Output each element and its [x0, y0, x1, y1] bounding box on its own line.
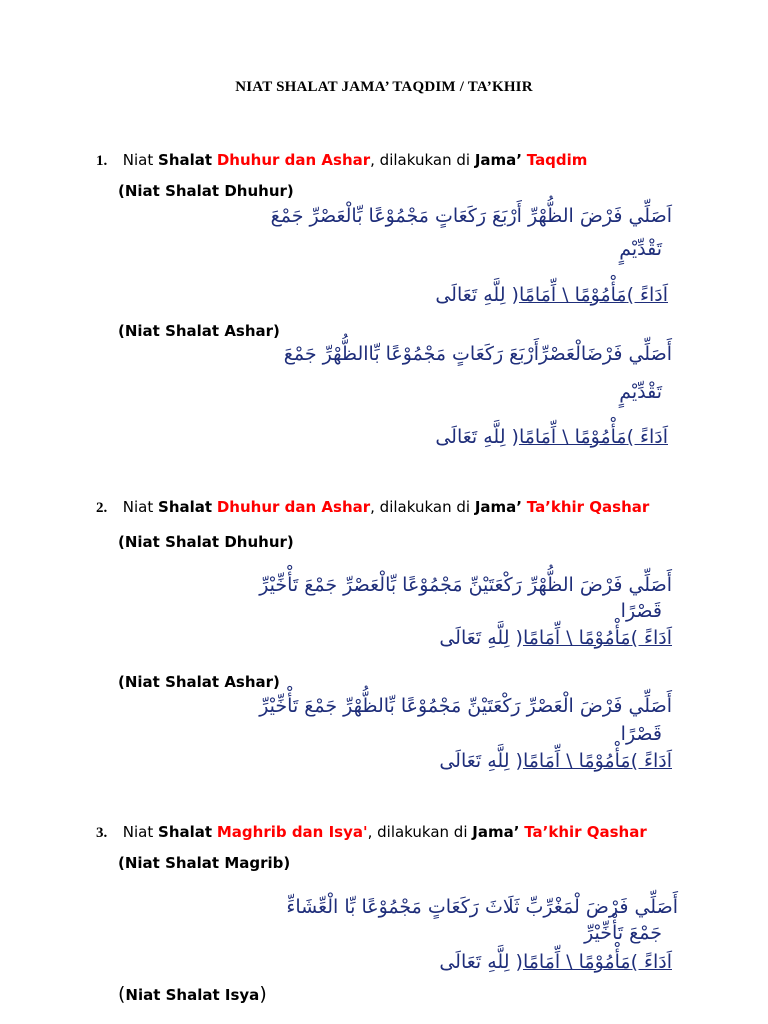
niat-label: [118, 983, 267, 1005]
arabic-makmum-imam: مَأْمُوْمًا \ اِّمَامًا: [522, 951, 631, 973]
arabic-closing-line: [439, 750, 672, 772]
section-heading-2: [96, 498, 649, 517]
arabic-niat-line: قَصْرًا: [620, 600, 662, 622]
niat-label: (Niat Shalat Dhuhur): [118, 533, 294, 551]
label-close-paren: ): [259, 983, 267, 1005]
section-number: 2.: [96, 500, 108, 516]
arabic-adaan: اَدَاءً ): [630, 750, 672, 772]
arabic-lillahi: ( لِلَّهِ تَعَالَى: [435, 284, 519, 306]
arabic-adaan: اَدَاءً ): [630, 951, 672, 973]
arabic-niat-line: قَصْرًا: [620, 723, 662, 745]
arabic-niat-line: تَقْدِّيْمٍ: [619, 238, 662, 260]
jama-word: Jama’: [472, 823, 520, 841]
arabic-closing-line: [439, 951, 672, 973]
arabic-lillahi: ( لِلَّهِ تَعَالَى: [439, 750, 523, 772]
niat-label: (Niat Shalat Ashar): [118, 322, 280, 340]
arabic-adaan: اَدَاءً ): [630, 627, 672, 649]
label-text: Niat Shalat Isya: [125, 986, 260, 1004]
dilakukan-text: , dilakukan di: [370, 498, 471, 516]
arabic-adaan: اَدَاءً ): [626, 284, 668, 306]
shalat-word: Shalat: [158, 823, 213, 841]
dilakukan-text: , dilakukan di: [367, 823, 468, 841]
arabic-niat-line: أَصَلِّي فَرْضَ الْعَصْرِّ رَكْعَتَيْنِّ مَجْمُوْعًا بِّالظُّهْرِّ جَمْعَ تَأْخِّيْرِّ: [259, 695, 672, 717]
arabic-adaan: اَدَاءً ): [626, 426, 668, 448]
niat-word: Niat: [122, 151, 154, 169]
arabic-lillahi: ( لِلَّهِ تَعَالَى: [439, 951, 523, 973]
arabic-niat-line: اَصَلِّي فَرْضَ الظُّهْرِّ أَرْبَعَ رَكَعَاتٍ مَجْمُوْعًا بِّالْعَصْرِّ جَمْعَ: [270, 205, 672, 227]
jama-word: Jama’: [474, 498, 522, 516]
arabic-niat-line: أَصَلِّي فَرْضَ الظُّهْرِّ رَكْعَتَيْنِّ مَجْمُوْعًا بِّالْعَصْرِّ جَمْعَ تَأْخِّيْرِّ: [259, 574, 672, 596]
arabic-niat-line: أَصَلِّي فَرْضَالْعَصْرِّأَرْبَعَ رَكَعَاتٍ مَجْمُوْعًا بِّاالظُّهْرِّ جَمْعَ: [283, 343, 672, 365]
dilakukan-text: , dilakukan di: [370, 151, 471, 169]
niat-label: (Niat Shalat Magrib): [118, 854, 291, 872]
niat-word: Niat: [122, 823, 154, 841]
shalat-word: Shalat: [158, 498, 213, 516]
arabic-lillahi: ( لِلَّهِ تَعَالَى: [435, 426, 519, 448]
niat-label: (Niat Shalat Dhuhur): [118, 182, 294, 200]
prayer-names: Maghrib dan Isya': [216, 823, 368, 841]
niat-word: Niat: [122, 498, 154, 516]
arabic-closing-line: [439, 627, 672, 649]
jama-word: Jama’: [474, 151, 522, 169]
arabic-closing-line: [435, 284, 668, 306]
section-heading-1: [96, 151, 587, 170]
label-open-paren: (: [118, 983, 126, 1005]
arabic-makmum-imam: مَأْمُوْمًا \ اِّمَامًا: [522, 750, 631, 772]
jama-mode: Ta’khir Qashar: [526, 498, 650, 516]
niat-label: (Niat Shalat Ashar): [118, 673, 280, 691]
page-title: NIAT SHALAT JAMA’ TAQDIM / TA’KHIR: [235, 79, 533, 95]
section-number: 3.: [96, 825, 108, 841]
arabic-makmum-imam: مَأْمُوْمًا \ اِّمَامًا: [518, 426, 627, 448]
section-heading-3: [96, 823, 647, 842]
arabic-closing-line: [435, 426, 668, 448]
shalat-word: Shalat: [158, 151, 213, 169]
section-number: 1.: [96, 153, 108, 169]
jama-mode: Taqdim: [526, 151, 588, 169]
arabic-makmum-imam: مَأْمُوْمًا \ اِّمَامًا: [522, 627, 631, 649]
arabic-makmum-imam: مَأْمُوْمًا \ اِّمَامًا: [518, 284, 627, 306]
prayer-names: Dhuhur dan Ashar: [216, 498, 371, 516]
arabic-niat-line: تَقْدِّيْمٍ: [619, 381, 662, 403]
arabic-niat-line: جَمْعَ تَأْخِّيْرِّ: [584, 922, 662, 944]
prayer-names: Dhuhur dan Ashar: [216, 151, 371, 169]
arabic-niat-line: أَصَلِّي فَرْضَ لْمَغْرِّبِّ ثَلَاثَ رَكَعَاتٍ مَجْمُوْعًا بِّا الْعِّشَاءِّ: [286, 896, 678, 918]
jama-mode: Ta’khir Qashar: [524, 823, 647, 841]
arabic-lillahi: ( لِلَّهِ تَعَالَى: [439, 627, 523, 649]
